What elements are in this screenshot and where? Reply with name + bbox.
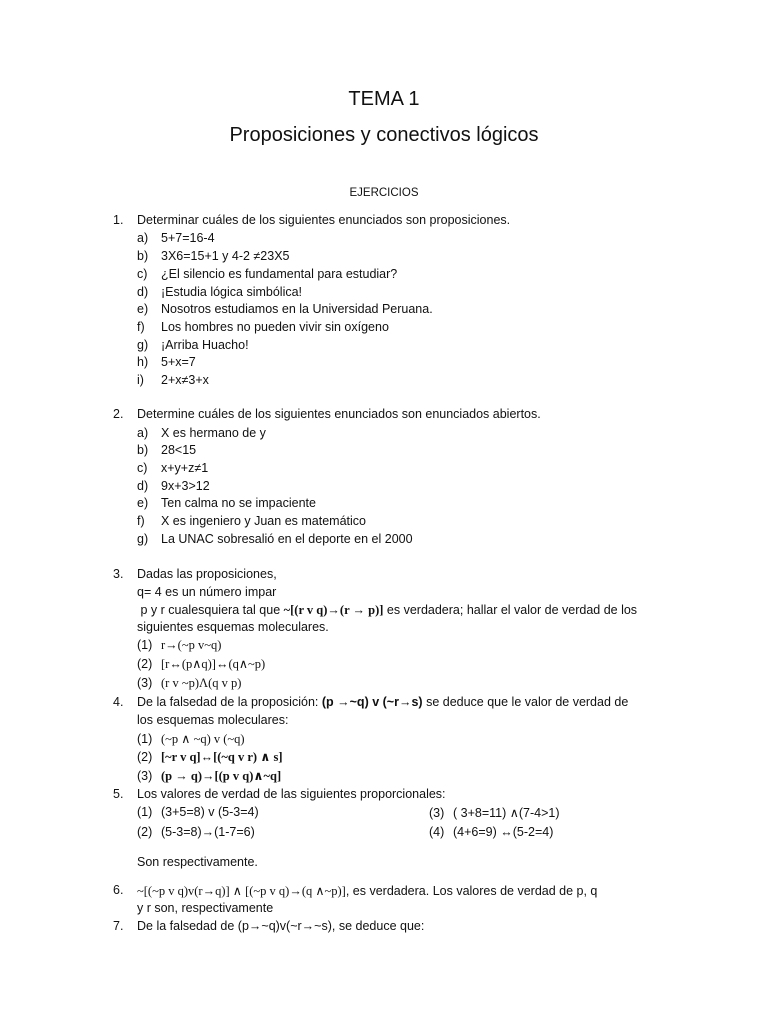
- question-2-text: Determine cuáles de los siguientes enunciados son enunciados abiertos.: [137, 407, 541, 421]
- list-item: (2) (5-3=8)→(1-7=6): [137, 825, 255, 839]
- list-item: (1) r→(~p v~q): [137, 638, 222, 652]
- list-item: d) 9x+3>12: [137, 479, 210, 493]
- section-heading: EJERCICIOS: [349, 187, 419, 199]
- list-item: g) La UNAC sobresalió en el deporte en el 2000: [137, 532, 413, 546]
- question-4-number: 4.: [113, 695, 124, 709]
- list-item: i) 2+x≠3+x: [137, 373, 209, 387]
- list-item: d) ¡Estudia lógica simbólica!: [137, 285, 303, 299]
- question-1-text: Determinar cuáles de los siguientes enunciados son proposiciones.: [137, 213, 511, 227]
- question-5-number: 5.: [113, 787, 124, 801]
- list-item: (3) (p → q)→[(p v q)∧~q]: [137, 769, 282, 783]
- question-2-number: 2.: [113, 407, 124, 421]
- question-4-line-1: De la falsedad de la proposición: (p →~q) v (~r→s) se deduce que le valor de verdad de: [137, 695, 629, 709]
- list-item: f) Los hombres no pueden vivir sin oxígeno: [137, 320, 389, 334]
- question-3-line-1: Dadas las proposiciones,: [137, 567, 277, 581]
- question-4-line-2: los esquemas moleculares:: [137, 713, 289, 727]
- formula: (p →~q) v (~r→s): [321, 695, 423, 709]
- formula: (p→~q)v(~r→~s),: [237, 919, 336, 933]
- page-title: TEMA 1: [348, 88, 420, 110]
- question-5-text: Los valores de verdad de las siguientes proporcionales:: [137, 787, 446, 801]
- list-item: f) X es ingeniero y Juan es matemático: [137, 514, 366, 528]
- list-item: (4) (4+6=9) ↔(5-2=4): [429, 825, 554, 839]
- question-3-line-4: siguientes esquemas moleculares.: [137, 620, 329, 634]
- list-item: (1) (3+5=8) v (5-3=4): [137, 805, 259, 819]
- page-subtitle: Proposiciones y conectivos lógicos: [229, 124, 539, 146]
- question-6-line-2: y r son, respectivamente: [137, 901, 274, 915]
- question-6-line-1: ~[(~p v q)v(r→q)] ∧ [(~p v q)→(q ∧~p)], es verdadera. Los valores de verdad de p, q: [137, 884, 598, 898]
- list-item: (1) (~p ∧ ~q) v (~q): [137, 732, 245, 746]
- question-5-closing: Son respectivamente.: [137, 855, 258, 869]
- list-item: b) 3X6=15+1 y 4-2 ≠23X5: [137, 249, 290, 263]
- list-item: a) X es hermano de y: [137, 426, 266, 440]
- list-item: g) ¡Arriba Huacho!: [137, 338, 249, 352]
- list-item: e) Nosotros estudiamos en la Universidad Peruana.: [137, 302, 433, 316]
- list-item: a) 5+7=16-4: [137, 231, 215, 245]
- list-item: (2) [r↔(p∧q)]↔(q∧~p): [137, 657, 266, 671]
- list-item: e) Ten calma no se impaciente: [137, 496, 316, 510]
- list-item: (3) (r v ~p)Λ(q v p): [137, 676, 242, 690]
- formula: ~[(r v q)→(r → p)]: [283, 603, 384, 617]
- list-item: c) x+y+z≠1: [137, 461, 209, 475]
- list-item: b) 28<15: [137, 443, 197, 457]
- formula: ~[(~p v q)v(r→q)] ∧ [(~p v q)→(q ∧~p)]: [137, 884, 346, 898]
- question-3-line-3: p y r cualesquiera tal que ~[(r v q)→(r → p)] es verdadera; hallar el valor de verdad de los: [140, 603, 638, 617]
- question-6-number: 6.: [113, 883, 124, 897]
- question-7-line-1: De la falsedad de (p→~q)v(~r→~s), se deduce que:: [137, 919, 425, 933]
- question-3-number: 3.: [113, 567, 124, 581]
- question-7-number: 7.: [113, 919, 124, 933]
- question-3-line-2: q= 4 es un número impar: [137, 585, 277, 599]
- list-item: h) 5+x=7: [137, 355, 196, 369]
- list-item: (3) ( 3+8=11) ∧(7-4>1): [429, 806, 560, 820]
- list-item: c) ¿El silencio es fundamental para estudiar?: [137, 267, 398, 281]
- question-1-number: 1.: [113, 213, 124, 227]
- list-item: (2) [~r v q]↔[(~q v r) ∧ s]: [137, 750, 283, 764]
